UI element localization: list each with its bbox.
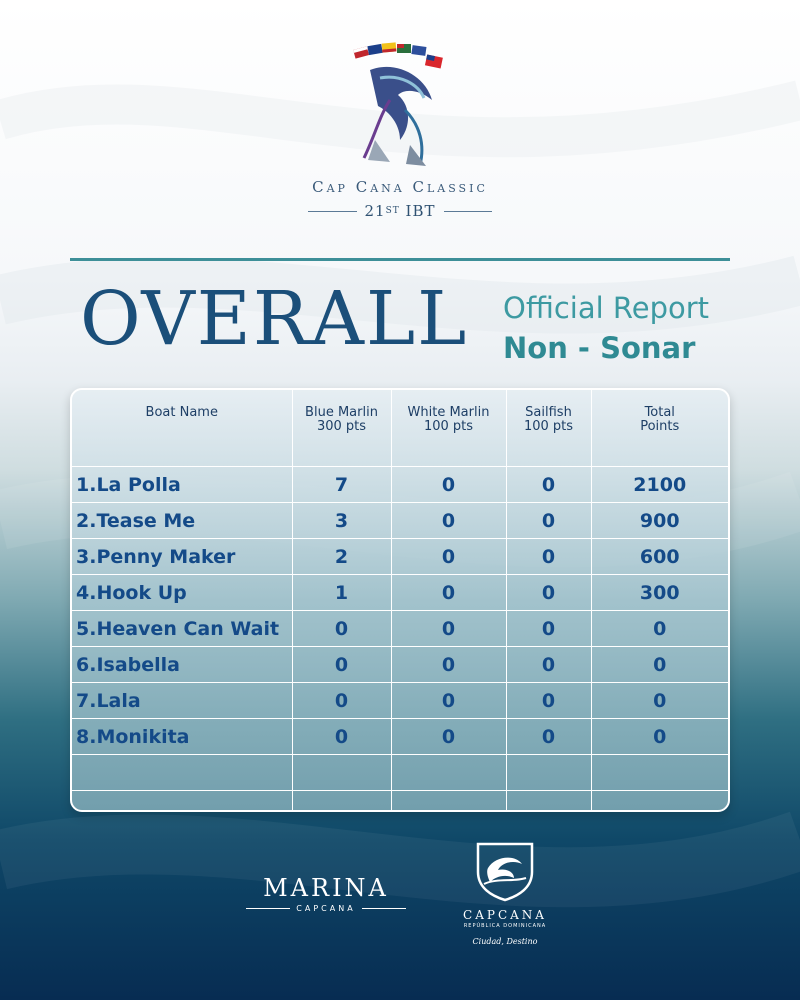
cell-boat: 8.Monikita xyxy=(72,719,292,755)
cell-total: 0 xyxy=(591,611,728,647)
cell-white: 0 xyxy=(391,575,506,611)
table-row xyxy=(72,503,728,539)
table-row xyxy=(72,575,728,611)
cell-boat: 1.La Polla xyxy=(72,467,292,503)
cell-total: 600 xyxy=(591,539,728,575)
table-row xyxy=(72,611,728,647)
cell-boat: 6.Isabella xyxy=(72,647,292,683)
capcana-logo-sub: REPÚBLICA DOMINICANA xyxy=(463,923,547,929)
edition-line-left xyxy=(308,211,357,212)
empty-cell xyxy=(72,791,292,813)
column-header-boat-name: Boat Name xyxy=(72,390,292,467)
event-edition xyxy=(300,200,500,222)
edition-label: IBT xyxy=(405,202,436,220)
capcana-shield-logo xyxy=(470,838,540,902)
empty-cell xyxy=(506,755,591,791)
cell-total: 2100 xyxy=(591,467,728,503)
capcana-motto: Ciudad, Destino xyxy=(472,937,538,946)
event-title: Cap Cana Classic xyxy=(312,178,488,196)
cell-sail: 0 xyxy=(506,647,591,683)
column-header-blue-marlin: Blue Marlin 300 pts xyxy=(292,390,391,467)
cell-white: 0 xyxy=(391,503,506,539)
table-row xyxy=(72,719,728,755)
edition-suffix: ST xyxy=(385,206,400,216)
empty-cell xyxy=(591,791,728,813)
marina-logo-sub: CAPCANA xyxy=(240,904,412,913)
cell-white: 0 xyxy=(391,683,506,719)
cell-sail: 0 xyxy=(506,539,591,575)
category-label: Non - Sonar xyxy=(503,331,696,365)
column-header-sailfish: Sailfish 100 pts xyxy=(506,390,591,467)
cell-blue: 3 xyxy=(292,503,391,539)
report-label: Official Report xyxy=(503,291,710,325)
cell-white: 0 xyxy=(391,647,506,683)
empty-cell xyxy=(391,755,506,791)
cell-blue: 1 xyxy=(292,575,391,611)
column-header-white-marlin: White Marlin 100 pts xyxy=(391,390,506,467)
empty-cell xyxy=(292,791,391,813)
cell-white: 0 xyxy=(391,611,506,647)
header-divider xyxy=(70,258,730,261)
cell-blue: 0 xyxy=(292,647,391,683)
marina-logo-text: MARINA xyxy=(263,874,389,902)
cell-boat: 4.Hook Up xyxy=(72,575,292,611)
cell-total: 0 xyxy=(591,683,728,719)
table-row xyxy=(72,467,728,503)
cell-total: 300 xyxy=(591,575,728,611)
capcana-logo-text: CAPCANA xyxy=(463,908,547,922)
cell-total: 0 xyxy=(591,647,728,683)
empty-cell xyxy=(292,755,391,791)
cell-blue: 7 xyxy=(292,467,391,503)
cell-sail: 0 xyxy=(506,503,591,539)
empty-cell xyxy=(506,791,591,813)
leaderboard-table xyxy=(70,388,730,812)
table-row xyxy=(72,647,728,683)
empty-cell xyxy=(72,755,292,791)
cell-boat: 5.Heaven Can Wait xyxy=(72,611,292,647)
cell-boat: 3.Penny Maker xyxy=(72,539,292,575)
cell-blue: 2 xyxy=(292,539,391,575)
cell-white: 0 xyxy=(391,719,506,755)
page-title: OVERALL xyxy=(80,276,469,362)
table-row xyxy=(72,683,728,719)
cell-white: 0 xyxy=(391,539,506,575)
cell-sail: 0 xyxy=(506,575,591,611)
empty-table-row xyxy=(72,791,728,813)
cell-boat: 2.Tease Me xyxy=(72,503,292,539)
cell-sail: 0 xyxy=(506,611,591,647)
edition-line-right xyxy=(444,211,493,212)
cell-white: 0 xyxy=(391,467,506,503)
cell-blue: 0 xyxy=(292,611,391,647)
capcana-logo xyxy=(450,838,560,946)
edition-number: 21 xyxy=(364,202,386,220)
cell-total: 900 xyxy=(591,503,728,539)
empty-table-row xyxy=(72,755,728,791)
empty-cell xyxy=(591,755,728,791)
cell-blue: 0 xyxy=(292,719,391,755)
column-header-total-points: Total Points xyxy=(591,390,728,467)
cell-sail: 0 xyxy=(506,683,591,719)
marlin-flags-logo xyxy=(350,40,450,170)
cell-boat: 7.Lala xyxy=(72,683,292,719)
cell-sail: 0 xyxy=(506,719,591,755)
cell-total: 0 xyxy=(591,719,728,755)
marina-capcana-logo xyxy=(240,876,412,913)
table-header-row xyxy=(72,390,728,467)
cell-blue: 0 xyxy=(292,683,391,719)
table-row xyxy=(72,539,728,575)
cell-sail: 0 xyxy=(506,467,591,503)
empty-cell xyxy=(391,791,506,813)
